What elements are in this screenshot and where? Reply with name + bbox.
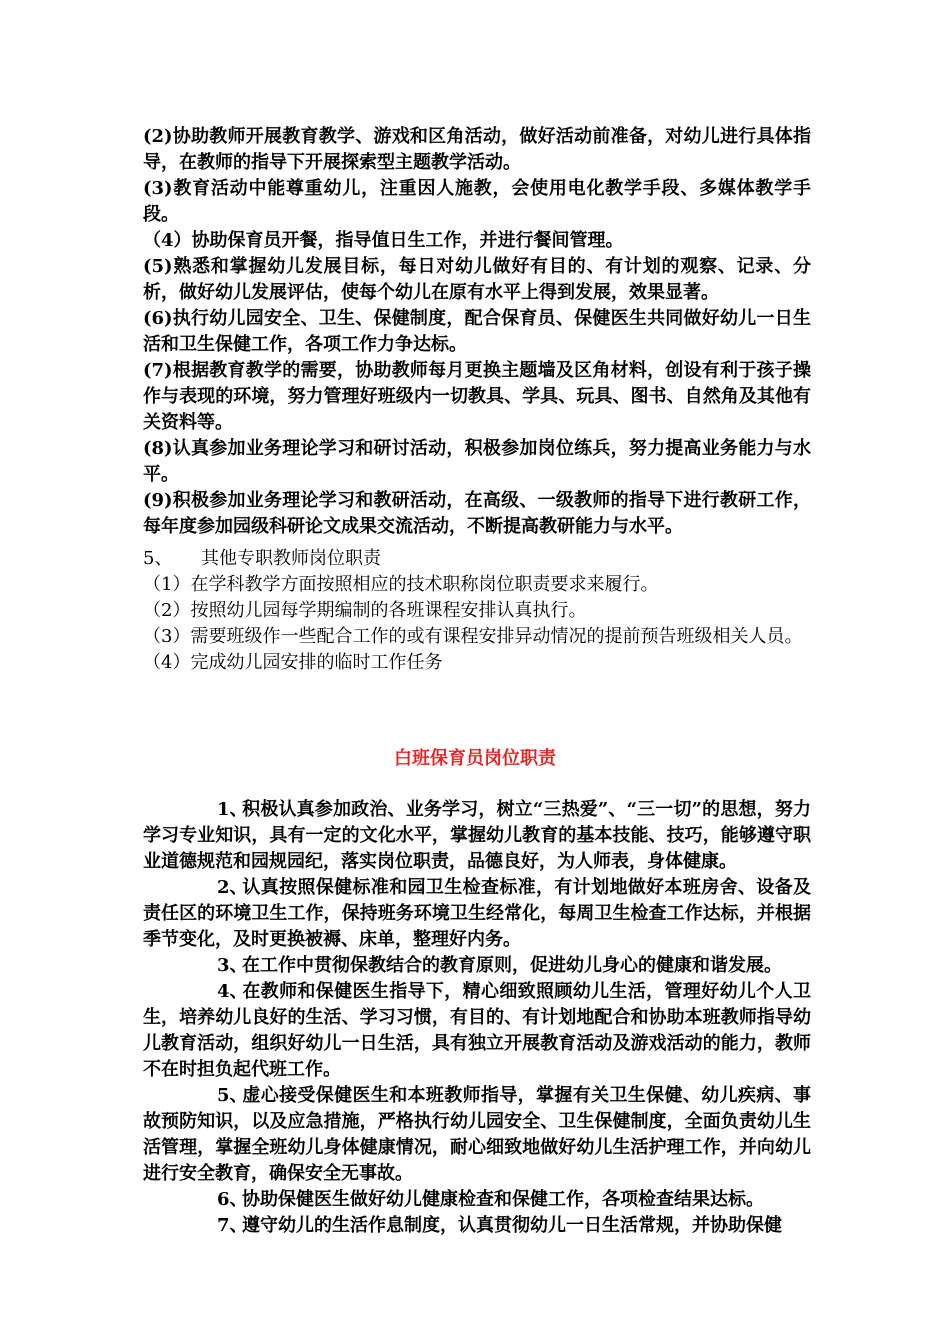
nursery-item-text: 虚心接受保健医生和本班教师指导，掌握有关卫生保健、幼儿疾病、事故预防知识，以及应急措施，严格执行幼儿园安全、卫生保健制度，全面负责幼儿生活管理，掌握全班幼儿身体健康情况，耐心细致地做好幼儿生活护理工作，并向幼儿进行安全教育，确保安全无事故。 <box>143 1085 811 1184</box>
nursery-item-text: 遵守幼儿的生活作息制度，认真贯彻幼儿一日生活常规，并协助保健 <box>242 1215 782 1236</box>
duty-item-4: （4）协助保育员开餐，指导值日生工作，并进行餐间管理。 <box>143 230 624 251</box>
section-5-heading <box>143 546 811 572</box>
nursery-item-6 <box>143 1187 811 1213</box>
section-5-title: 其他专职教师岗位职责 <box>201 548 381 569</box>
nursery-item-number: 7、 <box>217 1215 248 1236</box>
nursery-item-text: 协助保健医生做好幼儿健康检查和保健工作，各项检查结果达标。 <box>242 1189 764 1210</box>
duty-item-5: (5)熟悉和掌握幼儿发展目标，每日对幼儿做好有目的、有计划的观察、记录、分析，做好幼儿发展评估，使每个幼儿在原有水平上得到发展，效果显著。 <box>143 256 811 303</box>
section-5-item-4: （4）完成幼儿园安排的临时工作任务 <box>143 652 443 673</box>
section-5-item-3: （3）需要班级作一些配合工作的或有课程安排异动情况的提前预告班级相关人员。 <box>143 626 803 647</box>
nursery-item-7 <box>143 1213 811 1239</box>
teacher-duties-list <box>143 124 811 540</box>
nursery-item-number: 5、 <box>217 1085 248 1106</box>
nursery-item-text: 在教师和保健医生指导下，精心细致照顾幼儿生活，管理好幼儿个人卫生，培养幼儿良好的生活、学习习惯，有目的、有计划地配合和协助本班教师指导幼儿教育活动，组织好幼儿一日生活，具有独立开展教育活动及游戏活动的能力，教师不在时担负起代班工作。 <box>143 981 811 1080</box>
section-5-item-2: （2）按照幼儿园每学期编制的各班课程安排认真执行。 <box>143 600 587 621</box>
nursery-item-3 <box>143 953 811 979</box>
nursery-duties-list <box>143 797 811 1239</box>
nursery-item-number: 2、 <box>217 877 248 898</box>
other-teacher-duties <box>143 546 811 676</box>
nursery-item-number: 1、 <box>217 799 248 820</box>
nursery-item-text: 在工作中贯彻保教结合的教育原则，促进幼儿身心的健康和谐发展。 <box>242 955 782 976</box>
nursery-item-1 <box>143 797 811 875</box>
duty-item-2: (2)协助教师开展教育教学、游戏和区角活动，做好活动前准备，对幼儿进行具体指导，在教师的指导下开展探索型主题教学活动。 <box>143 126 811 173</box>
duty-item-3: (3)教育活动中能尊重幼儿，注重因人施教，会使用电化教学手段、多媒体教学手段。 <box>143 178 811 225</box>
nursery-item-number: 4、 <box>217 981 248 1002</box>
duty-item-9: (9)积极参加业务理论学习和教研活动，在高级、一级教师的指导下进行教研工作，每年度参加园级科研论文成果交流活动，不断提高教研能力与水平。 <box>143 490 811 537</box>
nursery-item-number: 6、 <box>217 1189 248 1210</box>
nursery-item-number: 3、 <box>217 955 248 976</box>
duty-item-6: (6)执行幼儿园安全、卫生、保健制度，配合保育员、保健医生共同做好幼儿一日生活和卫生保健工作，各项工作力争达标。 <box>143 308 811 355</box>
nursery-section-title: 白班保育员岗位职责 <box>394 748 556 769</box>
duty-item-8: (8)认真参加业务理论学习和研讨活动，积极参加岗位练兵，努力提高业务能力与水平。 <box>143 438 811 485</box>
nursery-item-4 <box>143 979 811 1083</box>
nursery-item-text: 积极认真参加政治、业务学习，树立“三热爱”、“三一切”的思想，努力学习专业知识，具有一定的文化水平，掌握幼儿教育的基本技能、技巧，能够遵守职业道德规范和园规园纪，落实岗位职责，品德良好，为人师表，身体健康。 <box>143 799 811 872</box>
nursery-item-5 <box>143 1083 811 1187</box>
duty-item-7: (7)根据教育教学的需要，协助教师每月更换主题墙及区角材料，创设有利于孩子操作与表现的环境，努力管理好班级内一切教具、学具、玩具、图书、自然角及其他有关资料等。 <box>143 360 811 433</box>
nursery-item-text: 认真按照保健标准和园卫生检查标准，有计划地做好本班房舍、设备及责任区的环境卫生工作，保持班务环境卫生经常化，每周卫生检查工作达标，并根据季节变化，及时更换被褥、床单，整理好内务。 <box>143 877 811 950</box>
section-5-item-1: （1）在学科教学方面按照相应的技术职称岗位职责要求来履行。 <box>143 574 659 595</box>
section-5-number: 5、 <box>143 548 173 569</box>
nursery-item-2 <box>143 875 811 953</box>
